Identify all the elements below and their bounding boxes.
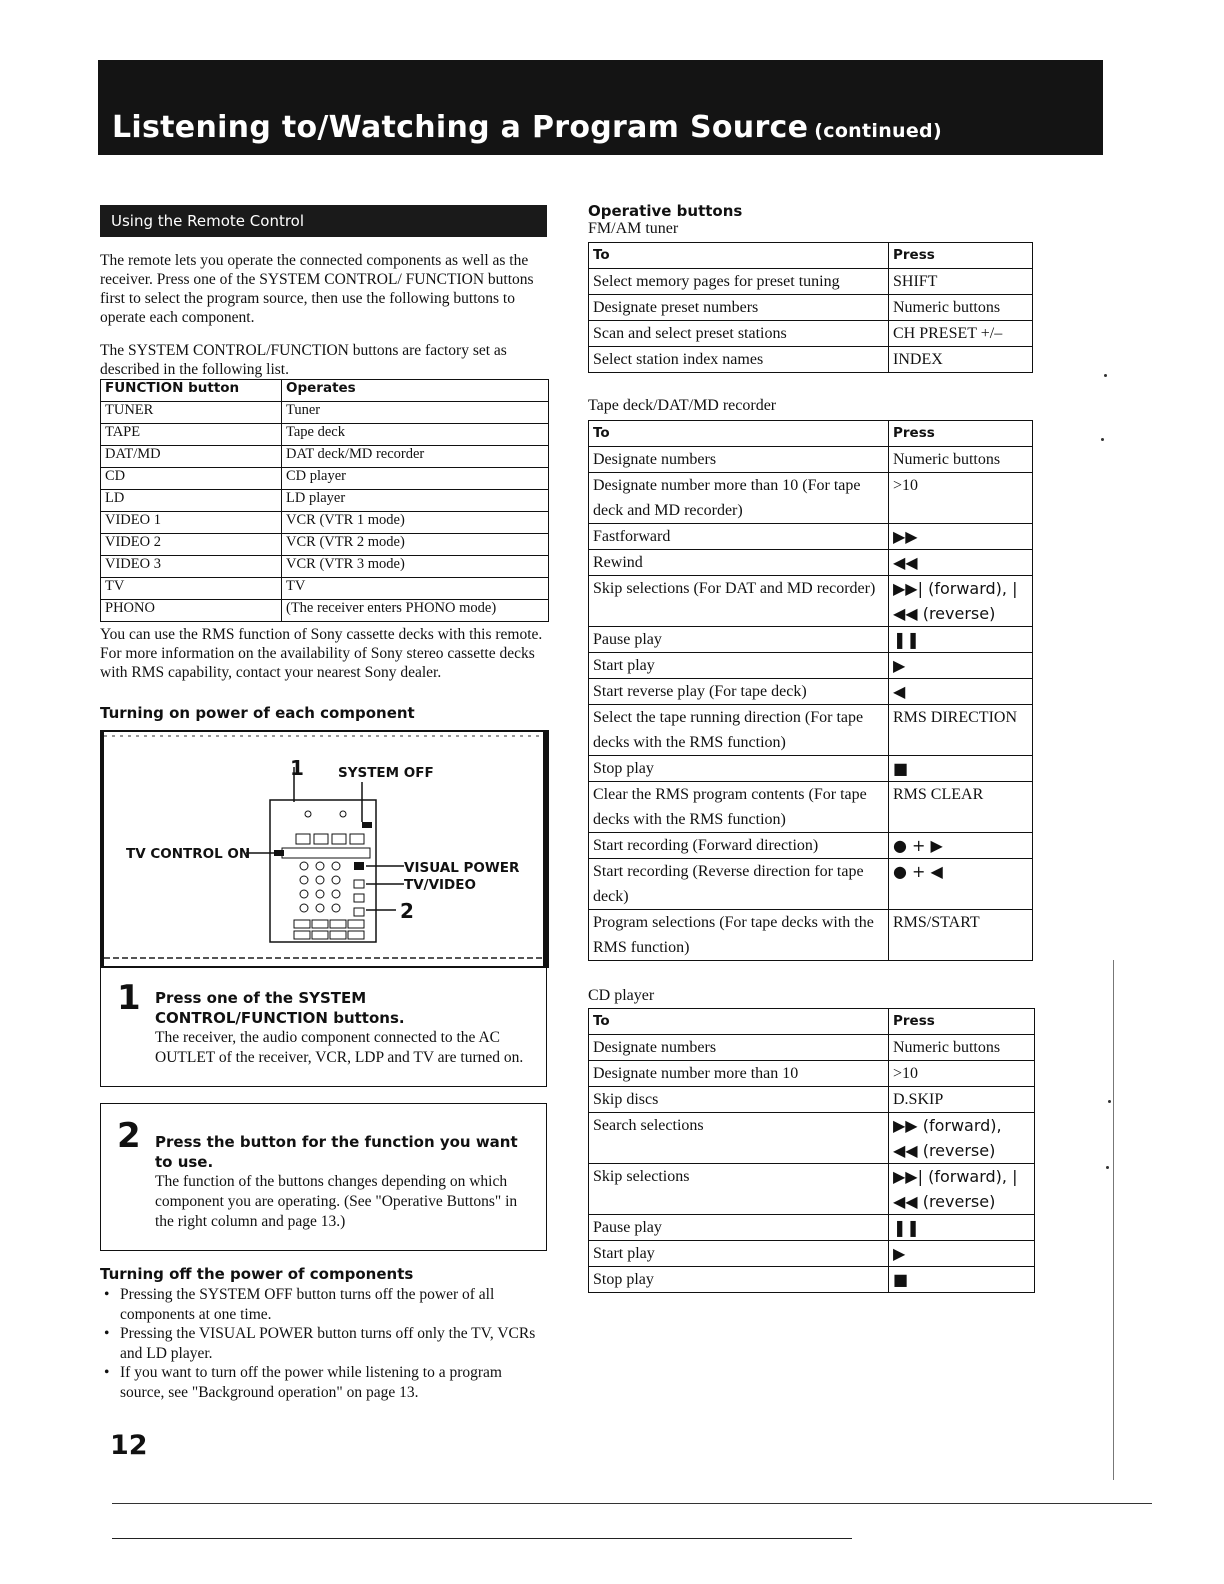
table-cell: Clear the RMS program contents (For tape decks with the RMS function) <box>589 782 889 833</box>
header-cell: To <box>589 243 889 269</box>
step-body: The function of the buttons changes depending on which component you are operating. (See "Operative Buttons" in the right column and page 13.) <box>155 1173 518 1230</box>
intro-paragraph: The remote lets you operate the connected components as well as the receiver. Press one of the SYSTEM CONTROL/ FUNCTION buttons first to select the program source, then use the following buttons to operate each component. <box>100 252 534 326</box>
table-row <box>589 627 1033 653</box>
table-cell: Start recording (Reverse direction for tape deck) <box>589 859 889 910</box>
table-row <box>101 534 549 556</box>
table-cell: Select station index names <box>589 347 889 373</box>
table-row <box>589 756 1033 782</box>
step-2 <box>100 1103 547 1251</box>
function-table <box>100 379 549 622</box>
page-number: 12 <box>110 1430 148 1461</box>
table-cell: ■ <box>889 1267 1035 1293</box>
table-cell: Pause play <box>589 627 889 653</box>
table-header-row <box>589 421 1033 447</box>
table-cell: ◀ <box>889 679 1033 705</box>
table-cell: Designate number more than 10 <box>589 1061 889 1087</box>
table-cell: VCR (VTR 2 mode) <box>282 534 549 556</box>
tape-deck-table <box>588 420 1033 961</box>
table-row <box>589 295 1033 321</box>
header-cell: To <box>589 1009 889 1035</box>
table-cell: VCR (VTR 1 mode) <box>282 512 549 534</box>
table-row <box>589 1113 1035 1164</box>
table-row <box>589 1267 1035 1293</box>
tv-video-label: TV/VIDEO <box>404 877 476 893</box>
table-row <box>589 1215 1035 1241</box>
factory-note: The SYSTEM CONTROL/FUNCTION buttons are factory set as described in the following list. <box>100 342 507 378</box>
header-cell: Press <box>889 1009 1035 1035</box>
table-row <box>589 653 1033 679</box>
table-row <box>589 1035 1035 1061</box>
table-row <box>589 576 1033 627</box>
table-cell: Numeric buttons <box>889 447 1033 473</box>
table-row <box>589 524 1033 550</box>
table-cell: Tuner <box>282 402 549 424</box>
table-cell: Select the tape running direction (For tape decks with the RMS function) <box>589 705 889 756</box>
section-title: Using the Remote Control <box>100 205 547 237</box>
table-cell: CD player <box>282 468 549 490</box>
table-row <box>101 468 549 490</box>
table-row <box>589 347 1033 373</box>
table-cell: ❚❚ <box>889 1215 1035 1241</box>
continued-label: (continued) <box>814 120 942 142</box>
table-cell: INDEX <box>889 347 1033 373</box>
table-row <box>589 833 1033 859</box>
table-row <box>589 679 1033 705</box>
step-title: Press the button for the function you want to use. <box>155 1133 518 1171</box>
table-cell: ■ <box>889 756 1033 782</box>
table-row <box>589 1087 1035 1113</box>
diagram-step-1-label: 1 <box>290 756 304 780</box>
table-row <box>101 600 549 622</box>
step-1 <box>100 968 547 1087</box>
table-header-row <box>101 380 549 402</box>
table-row <box>589 269 1033 295</box>
table-row <box>101 578 549 600</box>
scan-dot <box>1106 1166 1109 1169</box>
table-cell: PHONO <box>101 600 282 622</box>
header-cell: Press <box>889 243 1033 269</box>
table-cell: VCR (VTR 3 mode) <box>282 556 549 578</box>
table-row <box>101 556 549 578</box>
table-cell: ● + ◀ <box>889 859 1033 910</box>
table-row <box>589 321 1033 347</box>
table-cell: Start reverse play (For tape deck) <box>589 679 889 705</box>
table-cell: SHIFT <box>889 269 1033 295</box>
table-cell: LD <box>101 490 282 512</box>
table-row <box>101 402 549 424</box>
table-row <box>101 424 549 446</box>
table-row <box>589 1061 1035 1087</box>
table-row <box>589 447 1033 473</box>
table-cell: Scan and select preset stations <box>589 321 889 347</box>
table-cell: CH PRESET +/– <box>889 321 1033 347</box>
table-cell: Stop play <box>589 1267 889 1293</box>
diagram-step-2-label: 2 <box>400 899 414 923</box>
power-on-heading: Turning on power of each component <box>100 704 415 722</box>
table-cell: ❚❚ <box>889 627 1033 653</box>
table-cell: Designate numbers <box>589 1035 889 1061</box>
table-cell: ▶ <box>889 653 1033 679</box>
table-cell: ▶▶| (forward), |◀◀ (reverse) <box>889 1164 1035 1215</box>
header-cell: Press <box>889 421 1033 447</box>
page-title: Listening to/Watching a Program Source (continued) <box>112 110 942 145</box>
table-cell: Skip selections (For DAT and MD recorder) <box>589 576 889 627</box>
table-cell: RMS CLEAR <box>889 782 1033 833</box>
table-cell: Designate preset numbers <box>589 295 889 321</box>
scan-dot <box>1104 374 1107 377</box>
header-cell: Operates <box>282 380 549 402</box>
table-caption: FM/AM tuner <box>588 220 679 237</box>
table-cell: (The receiver enters PHONO mode) <box>282 600 549 622</box>
table-cell: Rewind <box>589 550 889 576</box>
table-cell: VIDEO 3 <box>101 556 282 578</box>
visual-power-label: VISUAL POWER <box>404 860 520 876</box>
table-cell: ● + ▶ <box>889 833 1033 859</box>
table-cell: VIDEO 2 <box>101 534 282 556</box>
table-row <box>589 550 1033 576</box>
step-number: 1 <box>117 978 141 1018</box>
list-item: • Pressing the SYSTEM OFF button turns off the power of all components at one time. <box>100 1285 550 1324</box>
cd-player-table <box>588 1008 1035 1293</box>
table-cell: Stop play <box>589 756 889 782</box>
table-row <box>101 512 549 534</box>
table-cell: Designate numbers <box>589 447 889 473</box>
rms-note: You can use the RMS function of Sony cassette decks with this remote. For more information on the availability of Sony stereo cassette decks with RMS capability, contact your nearest Sony dealer. <box>100 626 543 681</box>
list-item: • Pressing the VISUAL POWER button turns off only the TV, VCRs and LD player. <box>100 1324 550 1363</box>
table-cell: Start play <box>589 1241 889 1267</box>
table-cell: CD <box>101 468 282 490</box>
bottom-rule <box>112 1503 1152 1504</box>
power-off-list <box>100 1285 550 1402</box>
table-cell: TV <box>282 578 549 600</box>
margin-rule <box>1113 960 1114 1480</box>
table-row <box>101 446 549 468</box>
table-cell: TAPE <box>101 424 282 446</box>
table-cell: ▶▶ <box>889 524 1033 550</box>
scan-dot <box>1108 1100 1111 1103</box>
table-row <box>589 782 1033 833</box>
table-cell: >10 <box>889 1061 1035 1087</box>
table-cell: Fastforward <box>589 524 889 550</box>
scan-dot <box>1101 438 1104 441</box>
table-header-row <box>589 1009 1035 1035</box>
system-off-label: SYSTEM OFF <box>338 765 434 781</box>
header-cell: To <box>589 421 889 447</box>
operative-buttons-heading: Operative buttons <box>588 202 743 220</box>
table-cell: RMS DIRECTION <box>889 705 1033 756</box>
left-column <box>100 205 550 1402</box>
table-cell: Select memory pages for preset tuning <box>589 269 889 295</box>
list-item: • If you want to turn off the power while listening to a program source, see "Background operation" on page 13. <box>100 1363 550 1402</box>
table-cell: ◀◀ <box>889 550 1033 576</box>
table-row <box>589 1241 1035 1267</box>
table-caption: CD player <box>588 987 655 1004</box>
table-cell: RMS/START <box>889 910 1033 961</box>
tv-control-on-label: TV CONTROL ON <box>126 846 251 862</box>
table-cell: Pause play <box>589 1215 889 1241</box>
remote-diagram <box>100 730 549 968</box>
table-row <box>589 859 1033 910</box>
table-cell: DAT deck/MD recorder <box>282 446 549 468</box>
table-cell: Skip discs <box>589 1087 889 1113</box>
tuner-table <box>588 242 1033 373</box>
table-cell: LD player <box>282 490 549 512</box>
table-cell: TUNER <box>101 402 282 424</box>
table-cell: Numeric buttons <box>889 1035 1035 1061</box>
table-cell: D.SKIP <box>889 1087 1035 1113</box>
table-cell: DAT/MD <box>101 446 282 468</box>
table-cell: Skip selections <box>589 1164 889 1215</box>
bottom-rule <box>112 1538 852 1539</box>
table-cell: ▶▶| (forward), |◀◀ (reverse) <box>889 576 1033 627</box>
table-caption: Tape deck/DAT/MD recorder <box>588 397 777 414</box>
table-cell: Program selections (For tape decks with the RMS function) <box>589 910 889 961</box>
right-column <box>588 202 1038 1293</box>
table-cell: Numeric buttons <box>889 295 1033 321</box>
table-cell: Start recording (Forward direction) <box>589 833 889 859</box>
step-title: Press one of the SYSTEM CONTROL/FUNCTION buttons. <box>155 989 405 1027</box>
table-cell: ▶ <box>889 1241 1035 1267</box>
table-row <box>589 473 1033 524</box>
step-number: 2 <box>117 1116 141 1156</box>
table-row <box>101 490 549 512</box>
table-row <box>589 1164 1035 1215</box>
table-cell: >10 <box>889 473 1033 524</box>
header-cell: FUNCTION button <box>101 380 282 402</box>
table-row <box>589 910 1033 961</box>
table-row <box>589 705 1033 756</box>
table-cell: VIDEO 1 <box>101 512 282 534</box>
step-body: The receiver, the audio component connected to the AC OUTLET of the receiver, VCR, LDP and TV are turned on. <box>155 1029 524 1066</box>
table-header-row <box>589 243 1033 269</box>
table-cell: Start play <box>589 653 889 679</box>
table-cell: ▶▶ (forward), ◀◀ (reverse) <box>889 1113 1035 1164</box>
table-cell: Search selections <box>589 1113 889 1164</box>
table-cell: TV <box>101 578 282 600</box>
table-cell: Designate number more than 10 (For tape deck and MD recorder) <box>589 473 889 524</box>
power-off-heading: Turning off the power of components <box>100 1265 414 1283</box>
table-cell: Tape deck <box>282 424 549 446</box>
